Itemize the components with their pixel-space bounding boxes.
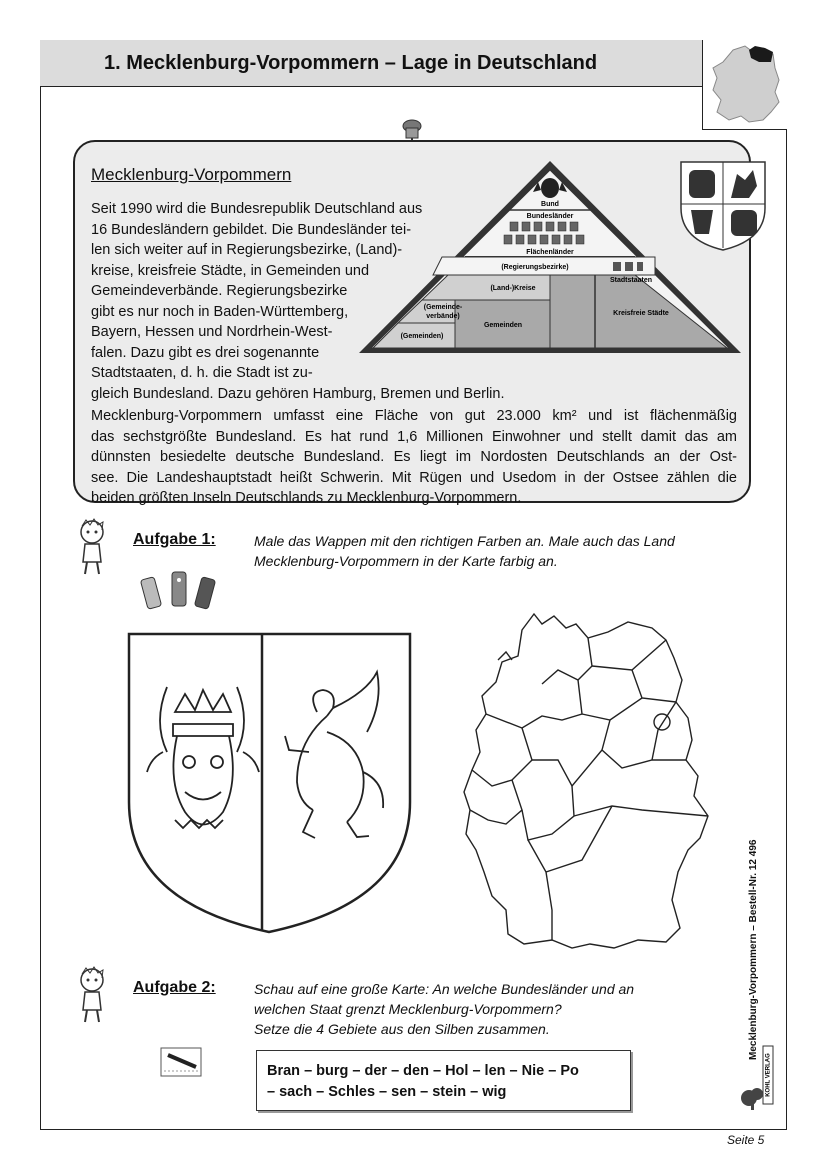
pyramid-label-bund: Bund bbox=[541, 201, 559, 208]
page-number: Seite 5 bbox=[727, 1133, 765, 1147]
task-1-text: Male das Wappen mit den richtigen Farben an. Male auch das Land bbox=[254, 533, 675, 549]
pyramid-label-kreisfreie: Kreisfreie Städte bbox=[613, 310, 669, 317]
crayons-icon bbox=[138, 568, 222, 614]
boy-figure-icon bbox=[75, 518, 111, 576]
coat-of-arms-large bbox=[127, 632, 412, 935]
germany-locator-map bbox=[702, 40, 787, 130]
pyramid-label-stadtstaaten: Stadtstaaten bbox=[609, 277, 653, 284]
pyramid-label-gemeindeverbaende: (Gemeinde- bbox=[423, 304, 463, 311]
info-text-line: dünnsten besiedelte deutsche Bundesland. Es liegt im Nordosten Deutschlands an der Ost- bbox=[91, 449, 737, 465]
order-number-vertical: Mecklenburg-Vorpommern – Bestell-Nr. 12 496 bbox=[748, 839, 759, 1060]
pyramid-label-bundeslaender: Bundesländer bbox=[526, 213, 574, 220]
publisher-name: KOHL VERLAG bbox=[765, 1053, 772, 1097]
germany-states-map bbox=[462, 610, 722, 955]
syllables-line: – sach – Schles – sen – stein – wig bbox=[267, 1084, 507, 1100]
task-1-label: Aufgabe 1: bbox=[133, 531, 216, 548]
info-text-line: gleich Bundesland. Dazu gehören Hamburg, Bremen und Berlin. bbox=[91, 385, 505, 402]
publisher-logo bbox=[737, 1044, 777, 1114]
pyramid-label-landkreise: (Land-)Kreise bbox=[490, 285, 536, 292]
task-2-text: Setze die 4 Gebiete aus den Silben zusammen. bbox=[254, 1021, 550, 1037]
pyramid-label-regierungsbezirke: (Regierungsbezirke) bbox=[501, 264, 569, 271]
info-text-line: 16 Bundesländern gebildet. Die Bundesländer tei- bbox=[91, 221, 412, 238]
info-text-line: das sechstgrößte Bundesland. Es hat rund 1,6 Millionen Einwohner und stellt damit das am bbox=[91, 428, 737, 445]
task-2-label: Aufgabe 2: bbox=[133, 979, 216, 996]
info-text-line: Seit 1990 wird die Bundesrepublik Deutschland aus bbox=[91, 201, 423, 217]
pen-writing-icon bbox=[160, 1047, 202, 1077]
boy-figure-icon bbox=[75, 966, 111, 1024]
info-text-line: Gemeindeverbände. Regierungsbezirke bbox=[91, 283, 348, 299]
info-text-line: beiden größten Inseln Deutschlands zu Mecklenburg-Vorpommern. bbox=[91, 490, 522, 506]
pyramid-label-gemeindeverbaende: verbände) bbox=[426, 313, 460, 320]
info-text-line: len sich weiter auf in Regierungsbezirke, (Land)- bbox=[91, 242, 403, 258]
page-title: 1. Mecklenburg-Vorpommern – Lage in Deutschland bbox=[104, 52, 598, 74]
syllables-box bbox=[256, 1050, 631, 1111]
pyramid-label-flaechenlaender: Flächenländer bbox=[526, 249, 574, 256]
info-text-line: falen. Dazu gibt es drei sogenannte bbox=[91, 344, 320, 361]
coat-of-arms-small-icon bbox=[679, 160, 767, 252]
info-text-line: Mecklenburg-Vorpommern umfasst eine Fläche von gut 23.000 km² und ist flächenmäßig bbox=[91, 408, 737, 424]
info-heading: Mecklenburg-Vorpommern bbox=[91, 165, 292, 184]
city-state-coats-icon bbox=[613, 262, 643, 271]
info-text-line: Stadtstaaten, d. h. die Stadt ist zu- bbox=[91, 365, 313, 381]
task-1-text: Mecklenburg-Vorpommern in der Karte farbig an. bbox=[254, 553, 558, 569]
info-text-line: see. Die Landeshauptstadt heißt Schwerin. Mit Rügen und Usedom in der Ostsee zählen die bbox=[91, 469, 737, 486]
info-text-line: gibt es nur noch in Baden-Württemberg, bbox=[91, 303, 349, 320]
task-2-text: welchen Staat grenzt Mecklenburg-Vorpommern? bbox=[254, 1001, 562, 1017]
info-text-line: kreise, kreisfreie Städte, in Gemeinden und bbox=[91, 262, 370, 279]
task-2-text: Schau auf eine große Karte: An welche Bundesländer und an bbox=[254, 981, 635, 997]
info-text-line: Bayern, Hessen und Nordrhein-West- bbox=[91, 324, 333, 340]
pyramid-label-gemeinden: Gemeinden bbox=[483, 322, 523, 329]
pyramid-label-gemeinden-paren: (Gemeinden) bbox=[400, 333, 444, 340]
syllables-line: Bran – burg – der – den – Hol – len – Nie – Po bbox=[267, 1063, 579, 1079]
